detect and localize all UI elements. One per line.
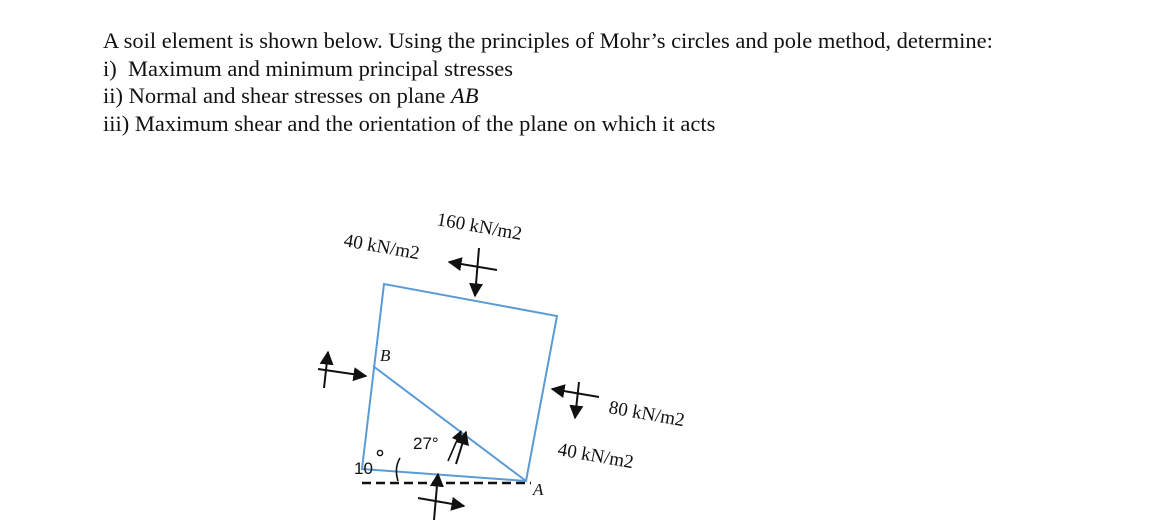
point-b-label: B	[380, 346, 391, 365]
item-plane-label: AB	[451, 83, 479, 108]
point-a-label: A	[533, 480, 544, 499]
item-prefix: i)	[103, 55, 117, 81]
item-text: Maximum shear and the orientation of the plane on which it acts	[134, 110, 716, 136]
bottom-normal-stress-arrow	[434, 474, 438, 520]
right-shear-stress-arrow	[575, 382, 579, 418]
item-prefix: iii)	[103, 110, 130, 136]
item-text: Normal and shear stresses on plane	[128, 83, 452, 108]
tilt-angle-arc	[396, 458, 400, 481]
right-normal-stress-arrow	[552, 389, 599, 397]
top-shear-stress-arrow	[449, 262, 497, 270]
right-shear-stress-label: 40 kN/m2	[556, 439, 636, 474]
top-normal-stress-label: 160 kN/m2	[435, 209, 524, 245]
bottom-shear-stress-arrow	[418, 498, 464, 506]
plane-ab-shear-arrow	[456, 432, 466, 464]
plane-angle-label: 27°	[413, 434, 439, 453]
question-intro: A soil element is shown below. Using the principles of Mohr’s circles and pole method, determine:	[103, 28, 993, 53]
top-normal-stress-arrow	[475, 248, 479, 296]
item-text: Maximum and minimum principal stresses	[128, 55, 513, 81]
item-prefix: ii)	[103, 83, 123, 108]
tilt-angle-label: 10	[354, 459, 373, 478]
right-normal-stress-label: 80 kN/m2	[607, 397, 687, 432]
top-shear-stress-label: 40 kN/m2	[342, 230, 422, 265]
plane-ab-line	[373, 366, 526, 481]
degree-symbol	[377, 450, 382, 455]
